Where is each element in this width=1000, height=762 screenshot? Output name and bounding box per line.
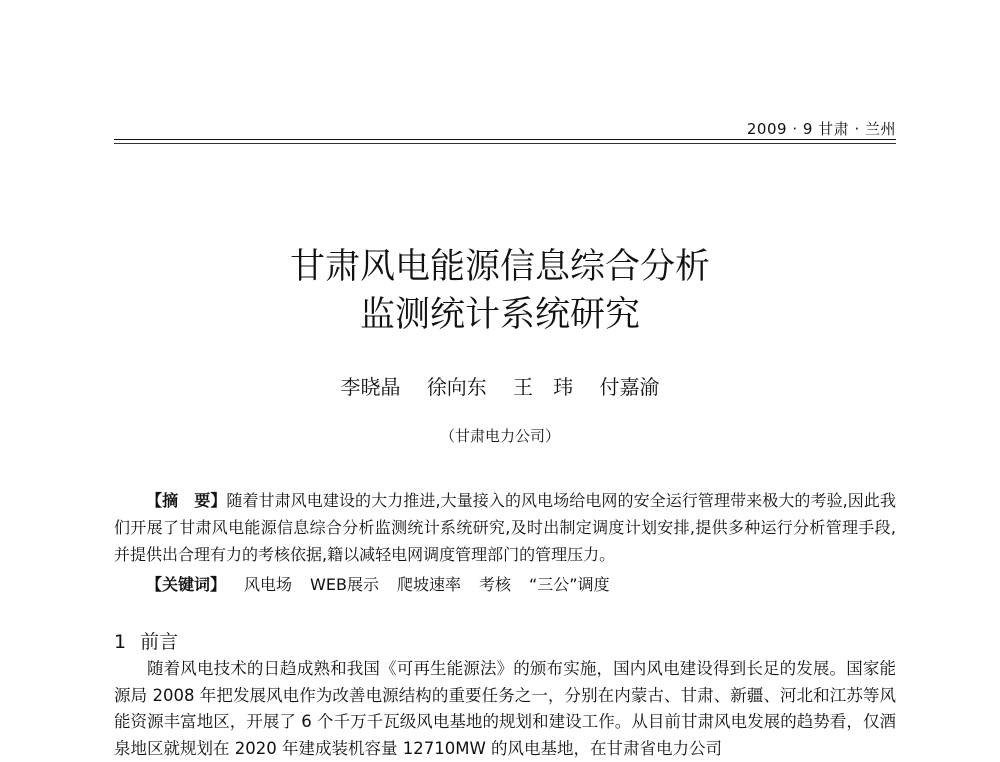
- paper-title-line-1: 甘肃风电能源信息综合分析: [289, 247, 710, 287]
- author-name: 徐向东: [426, 375, 487, 399]
- keyword-item: 考核: [478, 575, 511, 594]
- abstract-paragraph: [114, 487, 896, 568]
- paper-title: [0, 243, 1000, 339]
- keyword-item: “三公”调度: [528, 575, 610, 594]
- section-body-paragraph: 随着风电技术的日趋成熟和我国《可再生能源法》的颁布实施，国内风电建设得到长足的发展。国家能源局 2008 年把发展风电作为改善电源结构的重要任务之一，分别在内蒙古、甘肃、新疆、河北和江苏等风能资源丰富地区，开展了 6 个千万千瓦级风电基地的规划和建设工作。从目前甘肃风电发展的趋势看，仅酒泉地区就规划在 2020 年建成装机容量 12710MW 的风电基地，在甘肃省电力公司: [114, 659, 896, 758]
- author-name: 王 玮: [513, 375, 574, 399]
- keywords-label: 【关键词】: [146, 575, 227, 594]
- section-title: 前言: [140, 631, 179, 653]
- header-rule-thick: [114, 139, 896, 140]
- author-name: 付嘉渝: [599, 375, 660, 399]
- paper-title-line-2: 监测统计系统研究: [359, 295, 640, 335]
- keyword-item: 风电场: [244, 575, 293, 594]
- section-number: 1: [114, 631, 127, 653]
- abstract-text: 随着甘肃风电建设的大力推进,大量接入的风电场给电网的安全运行管理带来极大的考验,因此我们开展了甘肃风电能源信息综合分析监测统计系统研究,及时出制定调度计划安排,提供多种运行分析管理手段,并提供出合理有力的考核依据,籍以减轻电网调度管理部门的管理压力。: [114, 491, 896, 564]
- affiliation: （甘肃电力公司）: [439, 427, 560, 445]
- abstract-label: 【摘 要】: [146, 491, 227, 510]
- header-rule-thin: [114, 143, 896, 144]
- journal-header-meta: 2009 · 9 甘肃 · 兰州: [746, 120, 896, 138]
- keywords-line: [114, 572, 896, 595]
- keyword-item: WEB展示: [310, 575, 379, 594]
- author-name: 李晓晶: [340, 375, 401, 399]
- section-heading: [114, 627, 178, 654]
- keyword-item: 爬坡速率: [396, 575, 461, 594]
- author-list: [0, 371, 1000, 400]
